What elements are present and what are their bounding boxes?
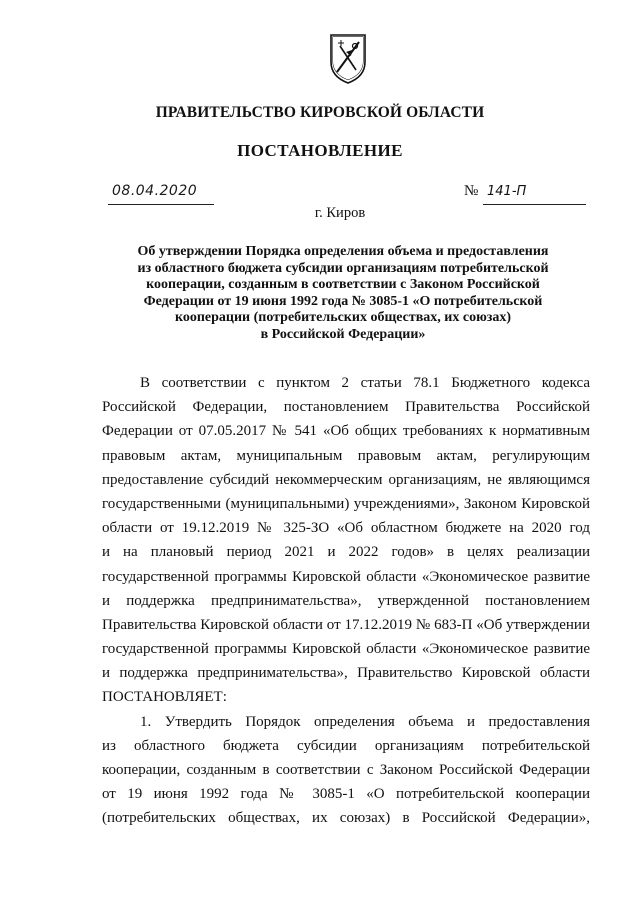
- organization-title: ПРАВИТЕЛЬСТВО КИРОВСКОЙ ОБЛАСТИ: [155, 104, 485, 121]
- subject-line: Федерации от 19 июня 1992 года № 3085-1 «О потребительской: [143, 293, 543, 309]
- body-line: правовым актам, муниципальным правовым актам, регулирующим: [102, 447, 590, 464]
- body-line: государственной программы Кировской области «Экономическое развитие: [102, 568, 590, 585]
- body-line: из областного бюджета субсидии организациям потребительской: [102, 737, 590, 754]
- document-body: [102, 371, 590, 831]
- document-number: 141-П: [487, 184, 527, 199]
- body-line: (потребительских обществах, их союзах) в Российской Федерации»,: [102, 810, 590, 827]
- subject-line: кооперации, созданным в соответствии с Законом Российской: [146, 277, 540, 293]
- document-number-field: [483, 182, 586, 205]
- document-city: г. Киров: [314, 205, 366, 221]
- body-line: ПОСТАНОВЛЯЕТ:: [102, 689, 227, 706]
- body-line: Правительства Кировской области от 17.12.2019 № 683-П «Об утверждении: [102, 616, 590, 633]
- body-line: государственными (муниципальными) учреждениями», Законом Кировской: [102, 495, 590, 512]
- body-line: В соответствии с пунктом 2 статьи 78.1 Бюджетного кодекса: [140, 375, 590, 391]
- coat-of-arms-icon: [328, 32, 368, 84]
- body-line: и на плановый период 2021 и 2022 годов» в целях реализации: [102, 544, 590, 561]
- body-line: кооперации, созданным в соответствии с Законом Российской Федерации: [102, 762, 590, 778]
- document-subject: [118, 244, 568, 344]
- subject-line: Об утверждении Порядка определения объема и предоставления: [137, 244, 549, 259]
- subject-line: кооперации (потребительских обществах, их союзах): [174, 310, 512, 326]
- body-line: предоставление субсидий некоммерческим организациям, не являющимся: [102, 471, 590, 488]
- document-date: 08.04.2020: [112, 183, 198, 199]
- body-line: и поддержка предпринимательства», Правительство Кировской области: [102, 665, 590, 682]
- subject-line: в Российской Федерации»: [260, 326, 426, 342]
- subject-line: из областного бюджета субсидии организациям потребительской: [137, 260, 549, 276]
- body-line: и поддержка предпринимательства», утвержденной постановлением: [102, 592, 590, 609]
- number-label: №: [464, 183, 479, 199]
- body-line: Федерации от 07.05.2017 № 541 «Об общих требованиях к нормативным: [102, 423, 590, 440]
- body-line: 1. Утвердить Порядок определения объема и предоставления: [140, 713, 590, 730]
- document-date-field: [108, 182, 214, 205]
- document-type: ПОСТАНОВЛЕНИЕ: [237, 141, 403, 160]
- body-line: государственной программы Кировской области «Экономическое развитие: [102, 641, 590, 658]
- body-line: области от 19.12.2019 № 325-ЗО «Об областном бюджете на 2020 год: [102, 520, 590, 537]
- body-line: Российской Федерации, постановлением Правительства Российской: [102, 399, 590, 416]
- body-line: от 19 июня 1992 года № 3085-1 «О потребительской кооперации: [102, 786, 590, 803]
